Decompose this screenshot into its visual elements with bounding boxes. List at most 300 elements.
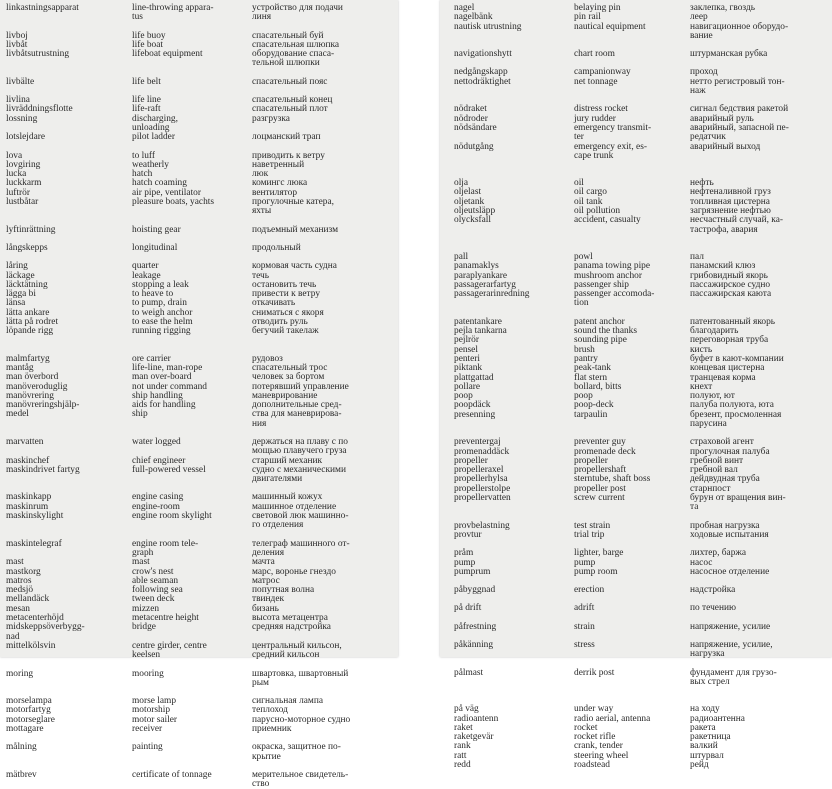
dictionary-entry	[440, 383, 832, 392]
english-term: radio aerial, antenna	[574, 713, 651, 724]
english-term: stress	[574, 640, 595, 651]
russian-term: устройство для подачи линя	[252, 3, 343, 23]
english-term: engine room skylight	[132, 511, 212, 522]
swedish-term: malmfartyg	[6, 353, 50, 364]
swedish-term: pråm	[454, 548, 474, 559]
english-term: oil cargo	[574, 187, 607, 198]
english-term: life boat	[132, 39, 163, 50]
dictionary-entry	[0, 327, 398, 336]
english-term: oil tank	[574, 196, 603, 207]
dictionary-entry	[440, 724, 832, 733]
dictionary-entry	[0, 493, 398, 502]
swedish-term: maskinskylight	[6, 511, 64, 522]
russian-term: прогулочные катера, яхты	[252, 197, 334, 217]
english-term: hatch	[132, 169, 153, 180]
dictionary-entry	[440, 4, 832, 13]
russian-term: сигнал бедствия ракетой	[690, 104, 789, 115]
dictionary-entry	[0, 577, 398, 586]
swedish-term: pall	[454, 251, 469, 262]
russian-term: сигнальная лампа	[252, 696, 324, 707]
russian-term: попутная волна	[252, 585, 315, 596]
english-term: life-line, man-rope	[132, 362, 203, 373]
english-term: under way	[574, 704, 614, 715]
russian-term: нетто регистровый тон- наж	[690, 76, 785, 97]
english-term: ore carrier	[132, 353, 171, 364]
russian-term: спасательный пояс	[252, 76, 328, 87]
russian-term: штурманская рубка	[690, 49, 768, 60]
dictionary-entry	[440, 23, 832, 42]
english-term: accident, casualty	[574, 215, 641, 226]
dictionary-entry	[0, 290, 398, 299]
dictionary-entry	[0, 272, 398, 281]
swedish-term: nedgångskapp	[454, 67, 508, 78]
entry-gap	[440, 614, 832, 623]
swedish-term: passagerarfartyg	[454, 279, 516, 290]
swedish-term: passagerarinredning	[454, 289, 530, 300]
english-term: following sea	[132, 585, 183, 596]
russian-term: надстройка	[690, 585, 736, 596]
russian-term: старший механик	[252, 455, 323, 466]
russian-term: загрязнение нефтью	[690, 206, 771, 217]
swedish-term: propelleraxel	[454, 465, 504, 476]
russian-term: панамский клюз	[690, 261, 756, 272]
swedish-term: preventergaj	[454, 437, 501, 448]
dictionary-entry	[440, 105, 832, 114]
swedish-term: nödraket	[454, 104, 487, 115]
english-term: life line	[132, 95, 161, 106]
english-term: trial trip	[574, 529, 605, 540]
english-term: motorship	[132, 705, 171, 716]
english-term: quarter	[132, 261, 159, 272]
swedish-term: länsa	[6, 298, 26, 309]
swedish-term: lägga bi	[6, 289, 36, 300]
dictionary-entry	[0, 198, 398, 217]
swedish-term: mastkorg	[6, 566, 41, 577]
english-term: emergency transmit- ter	[574, 122, 652, 143]
swedish-term: livbåt	[6, 39, 28, 50]
russian-term: валкий	[690, 741, 718, 752]
swedish-term: mantåg	[6, 362, 34, 373]
english-term: hoisting gear	[132, 224, 181, 235]
english-term: poop	[574, 391, 593, 402]
english-term: pump	[574, 557, 596, 568]
english-term: pump room	[574, 566, 618, 577]
dictionary-entry	[0, 512, 398, 531]
entry-gap	[0, 337, 398, 355]
english-term: crow's nest	[132, 566, 174, 577]
dictionary-entry	[440, 374, 832, 383]
russian-term: рейд	[690, 760, 709, 770]
russian-term: радиоантенна	[690, 713, 745, 724]
dictionary-entry	[0, 642, 398, 661]
russian-term: гребной вал	[690, 465, 738, 476]
swedish-term: långskepps	[6, 242, 48, 253]
swedish-term: luftrör	[6, 187, 30, 198]
english-term: tween deck	[132, 594, 175, 605]
swedish-term: pensel	[454, 344, 478, 355]
english-term: pin rail	[574, 12, 601, 23]
english-term: motor sailer	[132, 714, 178, 725]
swedish-term: läcktätning	[6, 279, 48, 290]
swedish-term: linkastningsapparat	[6, 3, 79, 13]
dictionary-entry	[0, 299, 398, 308]
swedish-term: provtur	[454, 529, 482, 540]
english-term: panama towing pipe	[574, 261, 651, 272]
swedish-term: manövrering	[6, 390, 54, 401]
russian-term: человек за бортом	[252, 372, 325, 383]
russian-term: маневрирование	[252, 390, 318, 401]
english-term: screw current	[574, 493, 625, 504]
swedish-term: lustbåtar	[6, 197, 39, 208]
swedish-term: propellerstolpe	[454, 483, 511, 494]
russian-term: благодарить	[690, 326, 739, 337]
dictionary-entry	[440, 411, 832, 430]
russian-term: фундамент для грузо- вых стрел	[690, 667, 777, 687]
swedish-term: patentankare	[454, 316, 502, 327]
english-term: not under command	[132, 381, 207, 392]
russian-term: швартовка, швартовный рым	[252, 668, 349, 688]
russian-term: приводить к ветру	[252, 150, 325, 161]
dictionary-entry	[440, 198, 832, 207]
dictionary-entry	[440, 448, 832, 457]
english-term: sounding pipe	[574, 335, 627, 346]
swedish-term: läckage	[6, 270, 35, 281]
swedish-term: livlina	[6, 95, 30, 106]
swedish-term: maskinrum	[6, 501, 49, 512]
russian-term: по течению	[690, 603, 736, 614]
english-term: full-powered vessel	[132, 464, 206, 475]
dictionary-entry	[440, 623, 832, 632]
entry-gap	[0, 235, 398, 244]
russian-term: лоцманский трап	[252, 132, 321, 143]
russian-term: кормовая часть судна	[252, 261, 337, 272]
english-term: roadstead	[574, 760, 610, 770]
swedish-term: navigationshytt	[454, 49, 512, 60]
english-term: oil pollution	[574, 206, 621, 217]
english-term: adrift	[574, 603, 595, 614]
dictionary-entry	[440, 336, 832, 345]
english-term: life belt	[132, 76, 161, 87]
dictionary-entry	[440, 586, 832, 595]
dictionary-entry	[0, 115, 398, 134]
russian-term: бегучий такелаж	[252, 326, 319, 337]
dictionary-entry	[440, 752, 832, 761]
russian-term: гребной винт	[690, 455, 744, 466]
swedish-term: på väg	[454, 704, 479, 715]
swedish-term: man överbord	[6, 372, 59, 383]
dictionary-entry	[0, 133, 398, 142]
english-term: oil	[574, 178, 584, 189]
swedish-term: panamaklys	[454, 261, 499, 272]
swedish-term: livräddningsflotte	[6, 104, 73, 115]
swedish-term: lotsleјdare	[6, 132, 46, 143]
swedish-term: på drift	[454, 603, 482, 614]
dictionary-entry	[440, 549, 832, 558]
russian-term: подъемный механизм	[252, 224, 339, 235]
russian-term: средняя надстройка	[252, 622, 331, 633]
english-term: aids for handling ship	[132, 400, 196, 420]
swedish-term: mittelkölsvin	[6, 640, 56, 651]
swedish-term: nödutgång	[454, 141, 494, 152]
english-term: chief engineer	[132, 455, 186, 466]
dictionary-entry	[440, 494, 832, 513]
dictionary-entry	[440, 742, 832, 751]
english-term: to luff	[132, 150, 156, 161]
dictionary-entry	[440, 78, 832, 97]
swedish-term: olja	[454, 178, 469, 189]
russian-term: остановить течь	[252, 279, 317, 290]
swedish-term: marvatten	[6, 436, 44, 447]
swedish-term: livboj	[6, 30, 28, 41]
swedish-term: provbelastning	[454, 520, 510, 531]
swedish-term: morselampa	[6, 696, 52, 707]
english-term: pilot ladder	[132, 132, 175, 143]
dictionary-entry	[440, 179, 832, 188]
russian-term: на ходу	[690, 704, 720, 715]
english-term: to ease the helm	[132, 317, 193, 328]
english-term: water logged	[132, 436, 181, 447]
dictionary-entry	[0, 383, 398, 392]
swedish-term: löpande rigg	[6, 326, 54, 337]
russian-term: вентилятор	[252, 187, 298, 198]
english-term: weatherly	[132, 159, 169, 170]
swedish-term: luckkarm	[6, 178, 42, 189]
english-term: painting	[132, 742, 163, 753]
english-term: engine room tele- graph	[132, 538, 199, 558]
swedish-term: maskintelegraf	[6, 538, 62, 549]
swedish-term: metacenterhöjd	[6, 613, 64, 624]
russian-term: старнпост	[690, 483, 731, 494]
russian-term: аварийный выход	[690, 141, 761, 152]
swedish-term: penteri	[454, 353, 481, 364]
swedish-term: maskindrivet fartyg	[6, 464, 80, 475]
swedish-term: pumprum	[454, 566, 491, 577]
dictionary-entry	[440, 364, 832, 373]
russian-term: палуба полуюта, юта	[690, 400, 774, 411]
russian-term: напряжение, усилие	[690, 621, 771, 632]
russian-term: топливная цистерна	[690, 196, 770, 207]
swedish-term: moring	[6, 668, 34, 679]
russian-term: рудовоз	[252, 353, 283, 364]
english-term: poop-deck	[574, 400, 614, 411]
russian-term: откачивать	[252, 298, 296, 309]
russian-term: центральный кильсон, средний кильсон	[252, 640, 342, 661]
english-term: rocket rifle	[574, 732, 616, 743]
russian-term: судно с механическими двигателями	[252, 464, 346, 485]
swedish-term: propellervatten	[454, 493, 511, 504]
swedish-term: nagelbänk	[454, 12, 493, 23]
entry-gap	[440, 161, 832, 179]
dictionary-entry	[0, 438, 398, 457]
dictionary-entry	[440, 50, 832, 59]
swedish-term: matros	[6, 575, 32, 586]
dictionary-entry	[0, 670, 398, 689]
russian-term: окраска, защитное по- крытие	[252, 742, 341, 762]
russian-term: насосное отделение	[690, 566, 770, 577]
russian-term: сниматься с якоря	[252, 307, 324, 318]
entry-gap	[440, 235, 832, 253]
russian-term: грибовидный якорь	[690, 270, 768, 281]
swedish-term: propeller	[454, 455, 488, 466]
swedish-term: maskinkapp	[6, 492, 52, 503]
english-term: able seaman	[132, 575, 179, 586]
russian-term: оборудование спаса- тельной шлюпки	[252, 49, 335, 69]
russian-term: пал	[690, 251, 704, 262]
swedish-term: låring	[6, 261, 28, 272]
swedish-term: nautisk utrustning	[454, 21, 522, 32]
russian-term: штурвал	[690, 750, 724, 761]
english-term: brush	[574, 344, 595, 355]
dictionary-entry	[440, 522, 832, 531]
russian-term: дополнительные сред- ства для маневрирова- ния	[252, 400, 342, 429]
russian-term: кнехт	[690, 381, 713, 392]
dictionary-entry	[440, 568, 832, 577]
english-term: life-raft	[132, 104, 161, 115]
english-term: to weigh anchor	[132, 307, 193, 318]
english-term: stopping a leak	[132, 279, 189, 290]
dictionary-entry	[440, 143, 832, 162]
russian-term: течь	[252, 270, 270, 281]
dictionary-entry	[0, 568, 398, 577]
dictionary-entry	[0, 716, 398, 725]
russian-term: спасательный буй	[252, 30, 324, 41]
english-term: promenade deck	[574, 446, 636, 457]
swedish-term: midskeppsöverbygg- nad	[6, 622, 85, 642]
english-term: mast	[132, 557, 150, 568]
russian-term: буфет в кают-компании	[690, 353, 784, 364]
entry-gap	[440, 540, 832, 549]
english-term: morse lamp	[132, 696, 177, 707]
dictionary-entry	[0, 466, 398, 485]
russian-term: мерительное свидетель- ство	[252, 769, 349, 789]
dictionary-entry	[440, 559, 832, 568]
english-term: campanionway	[574, 67, 631, 78]
english-term: patent anchor	[574, 316, 625, 327]
swedish-term: oljeutsläpp	[454, 206, 496, 217]
russian-term: брезент, просмоленная парусина	[690, 409, 782, 429]
dictionary-entry	[0, 595, 398, 604]
swedish-term: nettodräktighet	[454, 76, 511, 87]
entry-gap	[0, 69, 398, 78]
dictionary-entry	[0, 771, 398, 789]
english-term: life buoy	[132, 30, 166, 41]
swedish-term: lätta ankare	[6, 307, 50, 318]
russian-term: нефть	[690, 178, 714, 189]
entry-gap	[0, 217, 398, 226]
russian-term: отводить руль	[252, 317, 308, 328]
english-term: nautical equipment	[574, 21, 646, 32]
dictionary-entry	[440, 531, 832, 540]
russian-term: транцевая корма	[690, 372, 756, 383]
russian-term: твиндек	[252, 594, 285, 605]
dictionary-entry	[0, 281, 398, 290]
dictionary-entry	[440, 327, 832, 336]
russian-term: комингс люка	[252, 178, 308, 189]
russian-term: спасательная шлюпка	[252, 39, 340, 50]
russian-term: аварийный руль	[690, 113, 754, 124]
english-term: peak-tank	[574, 363, 611, 374]
entry-gap	[0, 688, 398, 697]
dictionary-entry	[440, 604, 832, 613]
english-term: bollard, bitts	[574, 381, 622, 392]
russian-term: привести к ветру	[252, 289, 321, 300]
russian-term: машинное отделение	[252, 501, 337, 512]
swedish-term: pålmast	[454, 667, 484, 678]
swedish-term: lovgiring	[6, 159, 41, 170]
russian-term: пассажирское судно	[690, 279, 771, 290]
swedish-term: manöveroduglig	[6, 381, 68, 392]
swedish-term: redd	[454, 760, 471, 770]
english-term: running rigging	[132, 326, 191, 337]
english-term: belaying pin	[574, 3, 621, 13]
dictionary-entry	[440, 669, 832, 688]
russian-term: марс, воронье гнездо	[252, 566, 336, 577]
dictionary-entry	[440, 290, 832, 309]
swedish-term: lyftinrättning	[6, 224, 56, 235]
entry-gap	[440, 687, 832, 705]
russian-term: световой люк машинно- го отделения	[252, 511, 349, 531]
russian-term: дейдвудная труба	[690, 474, 760, 485]
entry-gap	[0, 143, 398, 152]
swedish-term: påfrestning	[454, 621, 497, 632]
swedish-term: propellerhylsa	[454, 474, 508, 485]
entry-gap	[440, 577, 832, 586]
english-term: line-throwing appara- tus	[132, 3, 214, 23]
russian-term: ходовые испытания	[690, 529, 769, 540]
english-term: certificate of tonnage	[132, 769, 212, 780]
dictionary-entry	[0, 170, 398, 179]
english-term: sound the thanks	[574, 326, 638, 337]
swedish-term: nagel	[454, 3, 475, 13]
english-term: chart room	[574, 49, 615, 60]
english-term: discharging, unloading	[132, 113, 178, 133]
russian-term: кисть	[690, 344, 713, 355]
english-term: steering wheel	[574, 750, 629, 761]
russian-term: страховой агент	[690, 437, 754, 448]
dictionary-entry	[0, 697, 398, 706]
entry-gap	[0, 87, 398, 96]
swedish-term: lova	[6, 150, 23, 161]
english-term: lifeboat equipment	[132, 49, 203, 60]
dictionary-entry	[440, 715, 832, 724]
english-term: pleasure boats, yachts	[132, 197, 215, 208]
swedish-term: raket	[454, 722, 473, 733]
english-term: preventer guy	[574, 437, 626, 448]
russian-term: матрос	[252, 575, 280, 586]
english-term: distress rocket	[574, 104, 628, 115]
dictionary-entry	[440, 188, 832, 197]
entry-gap	[440, 595, 832, 604]
swedish-term: raketgevär	[454, 732, 494, 743]
dictionary-entry	[0, 4, 398, 23]
russian-term: ракетница	[690, 732, 731, 743]
english-term: receiver	[132, 724, 163, 734]
russian-term: ракета	[690, 722, 716, 733]
swedish-term: poopdäck	[454, 400, 491, 411]
swedish-term: mätbrev	[6, 769, 37, 780]
russian-term: высота метацентра	[252, 613, 328, 624]
swedish-term: oljelast	[454, 187, 482, 198]
swedish-term: maskinchef	[6, 455, 50, 466]
entry-gap	[0, 253, 398, 262]
swedish-term: motorseglare	[6, 714, 55, 725]
russian-term: спасательный конец	[252, 95, 333, 106]
russian-term: машинный кожух	[252, 492, 323, 503]
english-term: erection	[574, 585, 605, 596]
russian-term: потерявший управление	[252, 381, 349, 392]
dictionary-entry	[0, 623, 398, 642]
english-term: hatch coaming	[132, 178, 187, 189]
